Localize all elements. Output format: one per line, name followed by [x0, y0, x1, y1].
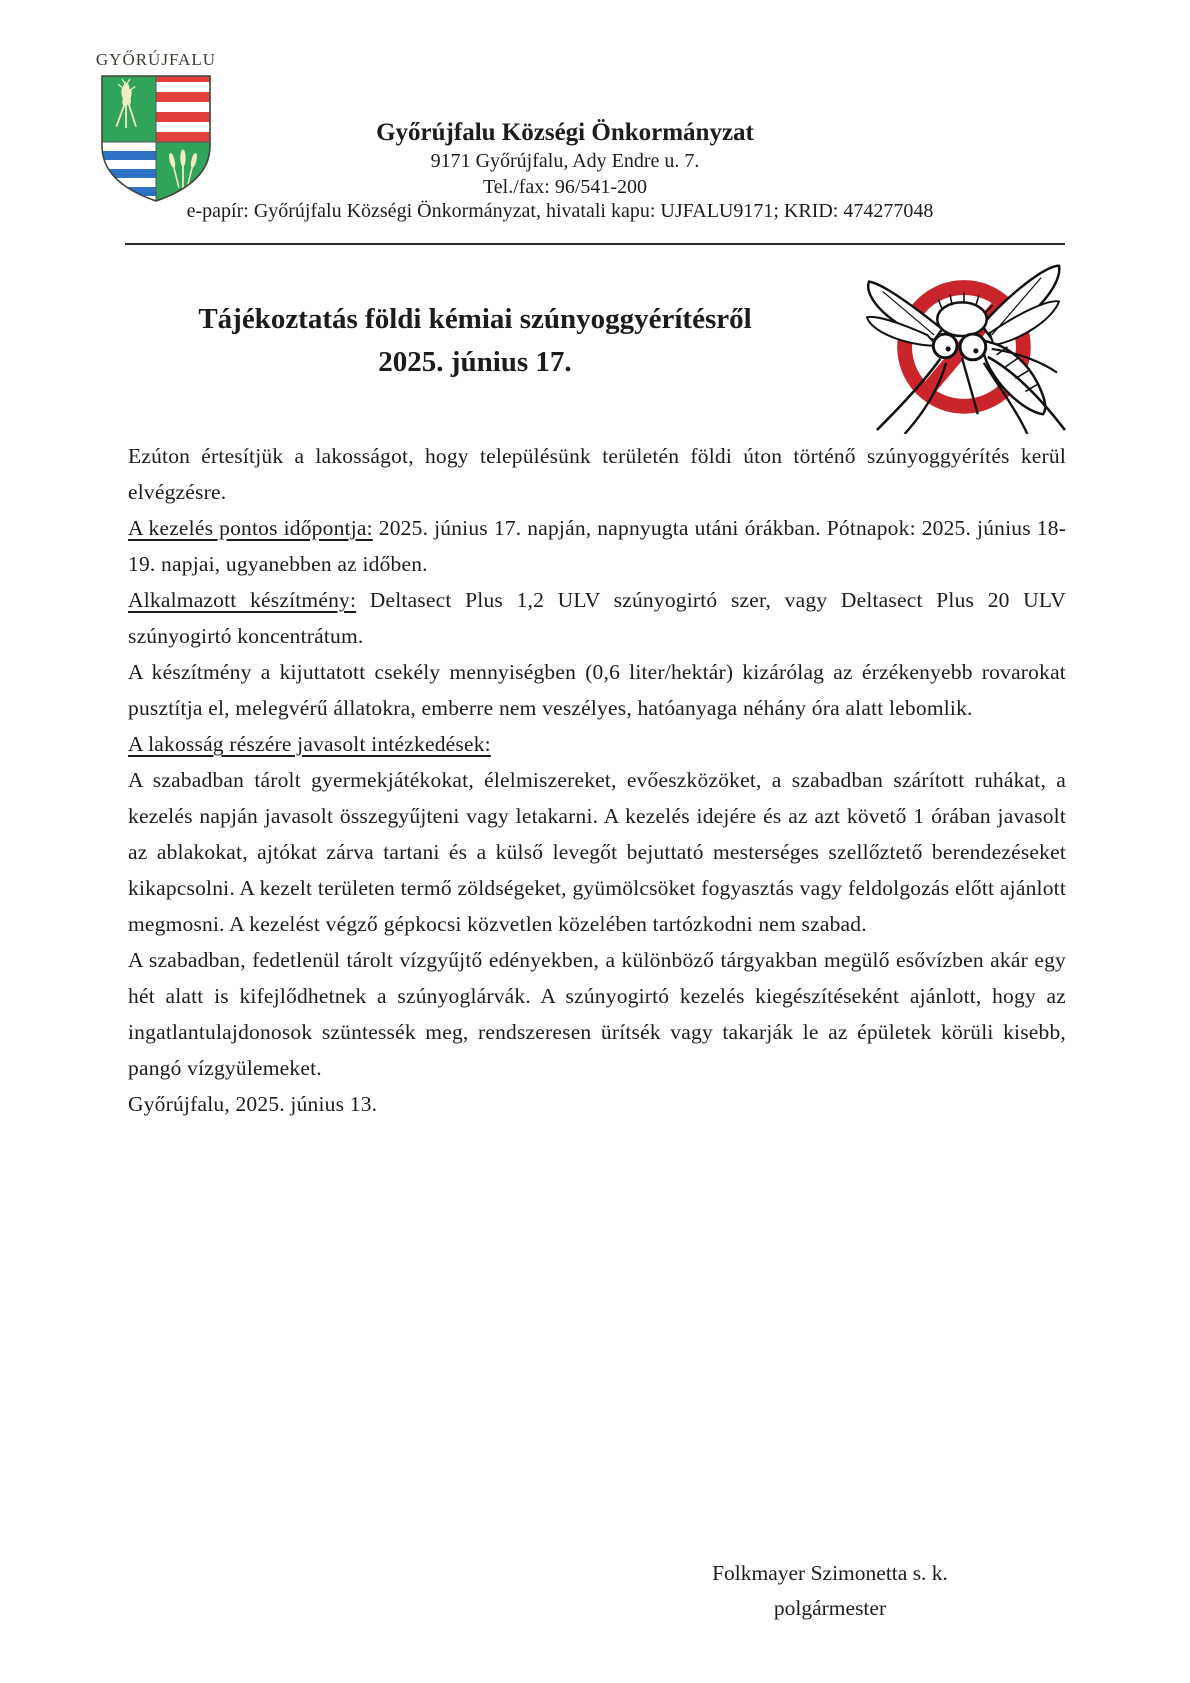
document-body	[128, 438, 1066, 1122]
paragraph-product	[128, 582, 1066, 654]
signature-title: polgármester	[773, 1596, 887, 1620]
organization-telfax: Tel./fax: 96/541-200	[482, 176, 648, 198]
paragraph-measures-2: A szabadban, fedetlenül tárolt vízgyűjtő edényekben, a különböző tárgyakban megülő esővízben akár egy hét alatt is kifejlődhetnek a szúnyoglárvák. A szúnyogirtó kezelés kiegészítéseként ajánlott, hogy az ingatlantulajdonosok szüntessék meg, rendszeresen ürítsék vagy takarják le az épületek körüli kisebb, pangó vízgyülemeket.	[128, 948, 1066, 1080]
coat-of-arms-label: GYŐRÚJFALU	[95, 50, 217, 69]
paragraph-measures-1: A szabadban tárolt gyermekjátékokat, élelmiszereket, evőeszközöket, a szabadban szárított ruhákat, a kezelés napján javasolt összegyűjteni vagy letakarni. A kezelés idejére és az azt követő 1 órában javasolt az ablakokat, ajtókat zárva tartani és a külső levegőt bejuttató mesterséges szellőztető berendezéseket kikapcsolni. A kezelt területen termő zöldségeket, gyümölcsöket fogyasztás vagy feldolgozás előtt ajánlott megmosni. A kezelést végző gépkocsi közvetlen közelében tartózkodni nem szabad.	[128, 768, 1066, 936]
paragraph-product-note: A készítmény a kijuttatott csekély mennyiségben (0,6 liter/hektár) kizárólag az érzékenyebb rovarokat pusztítja el, melegvérű állatokra, emberre nem veszélyes, hatóanyaga néhány óra alatt lebomlik.	[128, 660, 1066, 720]
document-title-line1: Tájékoztatás földi kémiai szúnyoggyérítésről	[198, 303, 752, 335]
no-mosquito-image	[843, 246, 1081, 434]
epaper-line: e-papír: Győrújfalu Községi Önkormányzat, hivatali kapu: UJFALU9171; KRID: 474277048	[186, 200, 934, 222]
signature-name: Folkmayer Szimonetta s. k.	[712, 1561, 948, 1585]
document-title	[130, 298, 820, 384]
letterhead-text	[180, 118, 950, 200]
product-label: Alkalmazott készítmény:	[128, 588, 357, 612]
organization-address: 9171 Győrújfalu, Ady Endre u. 7.	[430, 150, 700, 172]
product-text: Deltasect Plus 1,2 ULV szúnyogirtó szer, vagy Deltasect Plus 20 ULV szúnyogirtó koncentrátum.	[128, 588, 1066, 648]
organization-name: Győrújfalu Községi Önkormányzat	[376, 119, 754, 146]
paragraph-timing	[128, 510, 1066, 582]
paragraph-intro: Ezúton értesítjük a lakosságot, hogy településünk területén földi úton történő szúnyoggyérítés kerül elvégzésre.	[128, 444, 1066, 504]
document-title-line2: 2025. június 17.	[378, 346, 572, 378]
header-divider	[125, 243, 1065, 245]
timing-label: A kezelés pontos időpontja:	[128, 516, 373, 540]
signature-block	[640, 1556, 1020, 1626]
dateline: Győrújfalu, 2025. június 13.	[128, 1092, 378, 1116]
measures-heading: A lakosság részére javasolt intézkedések:	[128, 732, 491, 756]
timing-text: 2025. június 17. napján, napnyugta utáni órákban. Pótnapok: 2025. június 18-19. napjai, ugyanebben az időben.	[128, 516, 1067, 576]
